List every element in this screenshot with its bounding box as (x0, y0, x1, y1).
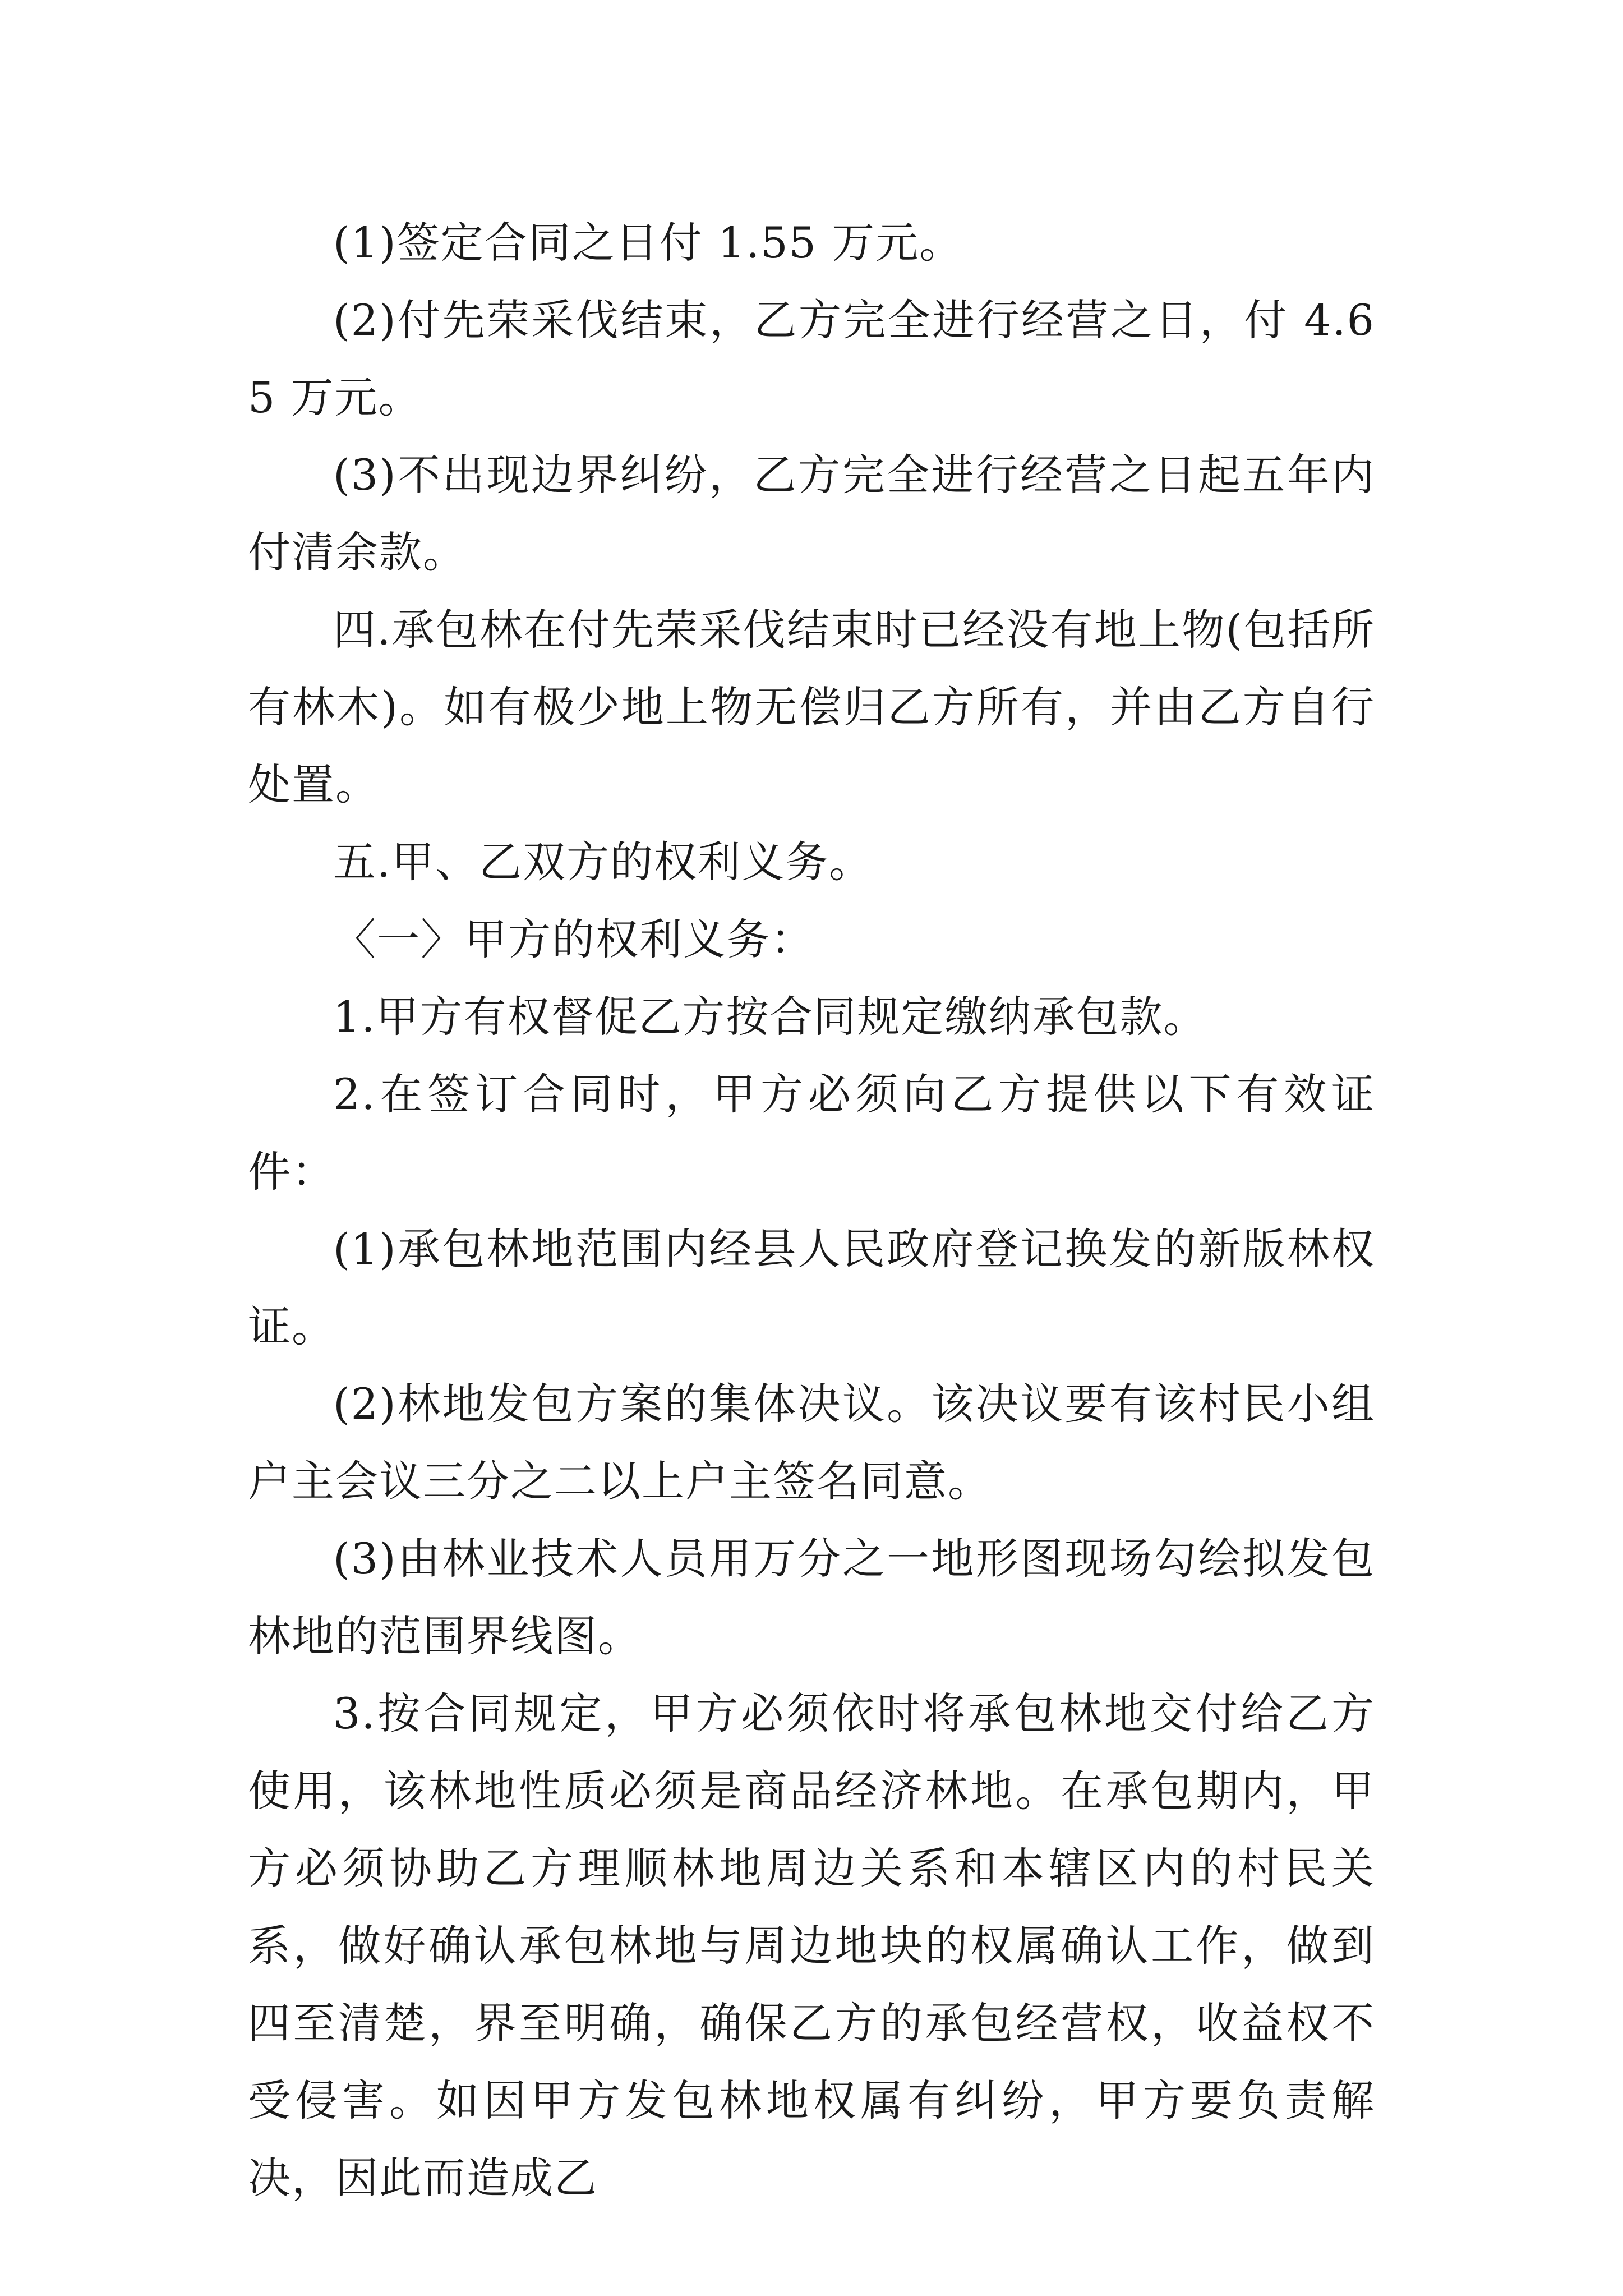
paragraph-section-5-heading: 五.甲、乙双方的权利义务。 (333, 837, 873, 887)
paragraph-certificate-3: (3)由林业技术人员用万分之一地形图现场勾绘拟发包林地的范围界线图。 (248, 1534, 1375, 1661)
paragraph-party-a-item-1: 1.甲方有权督促乙方按合同规定缴纳承包款。 (333, 992, 1207, 1042)
paragraph-party-a-item-3: 3.按合同规定，甲方必须依时将承包林地交付给乙方使用，该林地性质必须是商品经济林地。在承包期内，甲方必须协助乙方理顺林地周边关系和本辖区内的村民关系，做好确认承包林地与周边地块的权属确认工作，做到四至清楚，界至明确，确保乙方的承包经营权，收益权不受侵害。如因甲方发包林地权属有纠纷，甲方要负责解决，因此而造成乙 (248, 1688, 1375, 2203)
paragraph-certificate-2: (2)林地发包方案的集体决议。该决议要有该村民小组户主会议三分之二以上户主签名同意。 (248, 1379, 1375, 1506)
paragraph-party-a-item-2: 2.在签订合同时，甲方必须向乙方提供以下有效证件： (248, 1069, 1375, 1197)
paragraph-payment-3: (3)不出现边界纠纷，乙方完全进行经营之日起五年内付清余款。 (248, 450, 1375, 577)
paragraph-payment-2: (2)付先荣采伐结束，乙方完全进行经营之日，付 4.65 万元。 (248, 295, 1375, 422)
paragraph-party-a-heading: 〈一〉甲方的权利义务： (333, 914, 814, 964)
paragraph-certificate-1: (1)承包林地范围内经县人民政府登记换发的新版林权证。 (248, 1224, 1375, 1351)
paragraph-section-4: 四.承包林在付先荣采伐结束时已经没有地上物(包括所有林木)。如有极少地上物无偿归乙方所有，并由乙方自行处置。 (248, 605, 1375, 809)
document-body (248, 204, 1375, 2217)
paragraph-payment-1: (1)签定合同之日付 1.55 万元。 (333, 218, 963, 268)
